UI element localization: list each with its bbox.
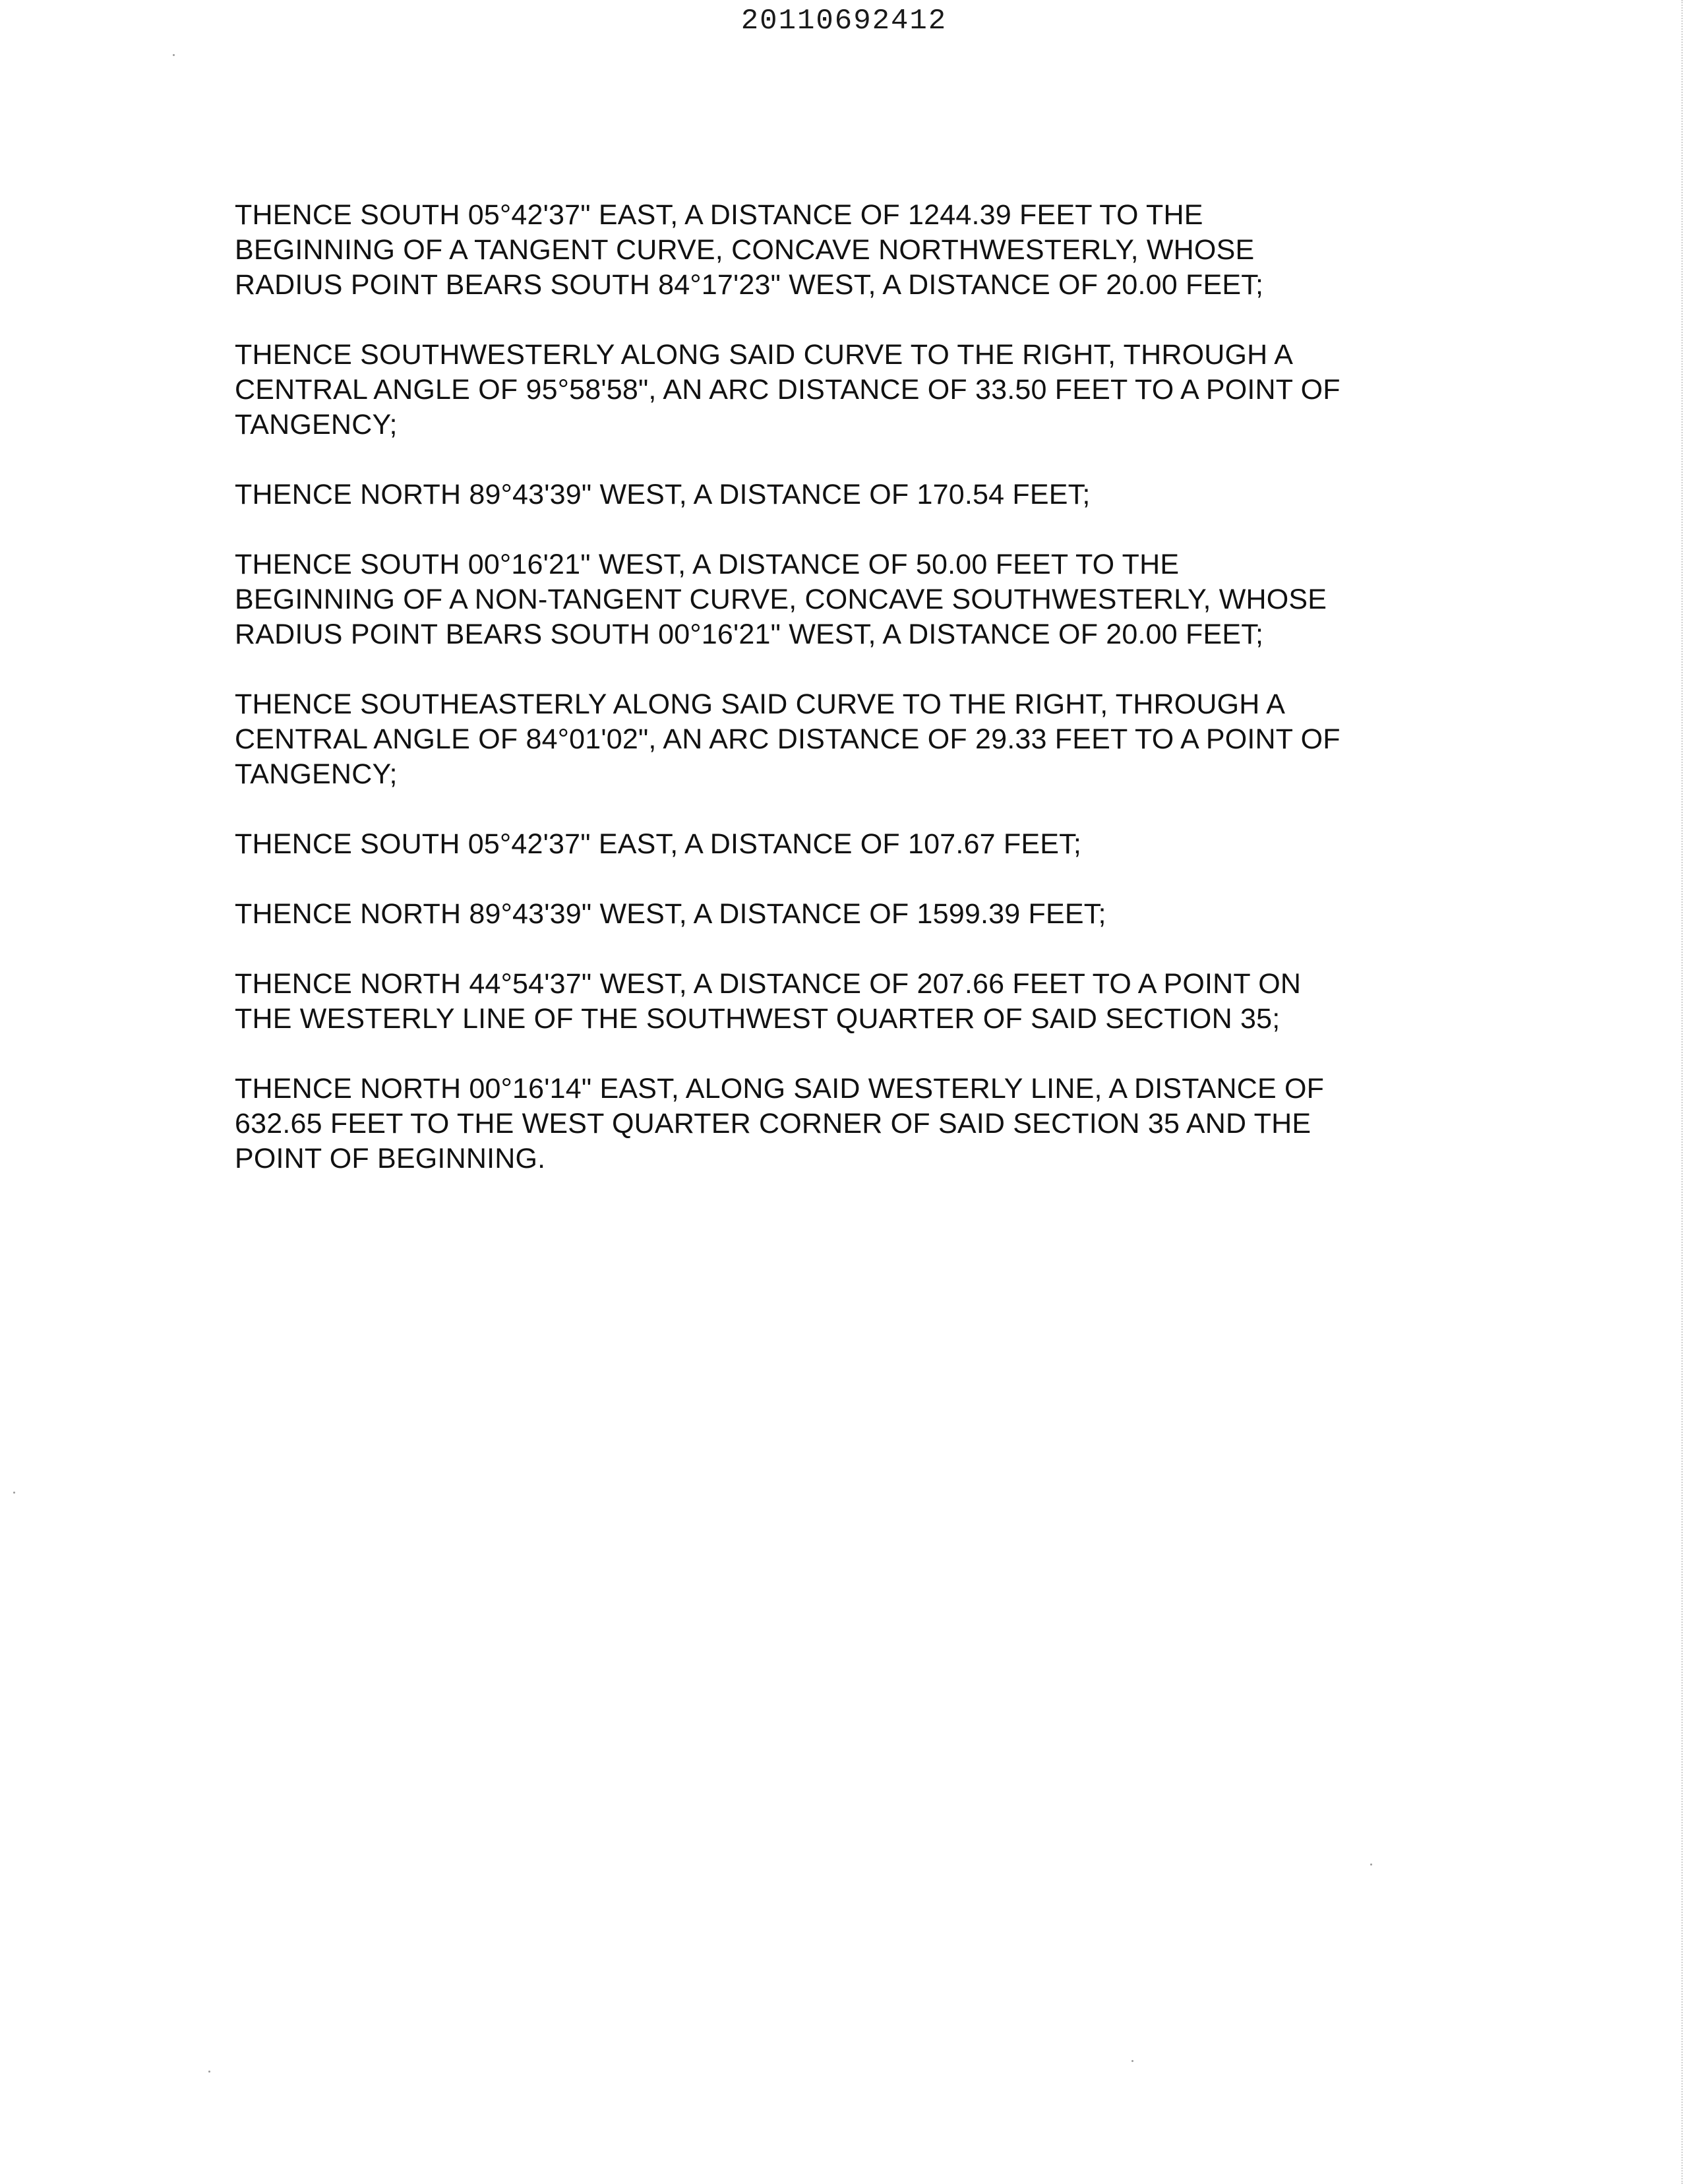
- legal-description: [235, 198, 1461, 1211]
- scan-speck: [1370, 1864, 1372, 1866]
- scan-margin-line: [1681, 0, 1683, 2184]
- paragraph-6: THENCE SOUTH 05°42'37" EAST, A DISTANCE OF 107.67 FEET;: [235, 828, 1081, 860]
- scan-speck: [1131, 2060, 1133, 2062]
- scan-speck: [13, 1492, 15, 1494]
- paragraph-9: THENCE NORTH 00°16'14" EAST, ALONG SAID WESTERLY LINE, A DISTANCE OF 632.65 FEET TO THE WEST QUARTER CORNER OF SAID SECTION 35 AND THE POINT OF BEGINNING.: [235, 1073, 1325, 1174]
- paragraph-1: THENCE SOUTH 05°42'37" EAST, A DISTANCE OF 1244.39 FEET TO THE BEGINNING OF A TANGENT CURVE, CONCAVE NORTHWESTERLY, WHOSE RADIUS POINT BEARS SOUTH 84°17'23" WEST, A DISTANCE OF 20.00 FEET;: [235, 199, 1264, 301]
- document-number: 20110692412: [740, 5, 948, 38]
- scan-speck: [173, 54, 175, 56]
- paragraph-3: THENCE NORTH 89°43'39" WEST, A DISTANCE OF 170.54 FEET;: [235, 479, 1091, 510]
- paragraph-5: THENCE SOUTHEASTERLY ALONG SAID CURVE TO THE RIGHT, THROUGH A CENTRAL ANGLE OF 84°01'02", AN ARC DISTANCE OF 29.33 FEET TO A POINT OF TANGENCY;: [235, 688, 1341, 790]
- paragraph-4: THENCE SOUTH 00°16'21" WEST, A DISTANCE OF 50.00 FEET TO THE BEGINNING OF A NON-TANGENT CURVE, CONCAVE SOUTHWESTERLY, WHOSE RADIUS POINT BEARS SOUTH 00°16'21" WEST, A DISTANCE OF 20.00 FEET;: [235, 549, 1327, 650]
- paragraph-7: THENCE NORTH 89°43'39" WEST, A DISTANCE OF 1599.39 FEET;: [235, 898, 1106, 930]
- scan-speck: [208, 2071, 210, 2073]
- paragraph-2: THENCE SOUTHWESTERLY ALONG SAID CURVE TO THE RIGHT, THROUGH A CENTRAL ANGLE OF 95°58'58", AN ARC DISTANCE OF 33.50 FEET TO A POINT OF TANGENCY;: [235, 339, 1341, 440]
- paragraph-8: THENCE NORTH 44°54'37" WEST, A DISTANCE OF 207.66 FEET TO A POINT ON THE WESTERLY LINE OF THE SOUTHWEST QUARTER OF SAID SECTION 35;: [235, 968, 1302, 1035]
